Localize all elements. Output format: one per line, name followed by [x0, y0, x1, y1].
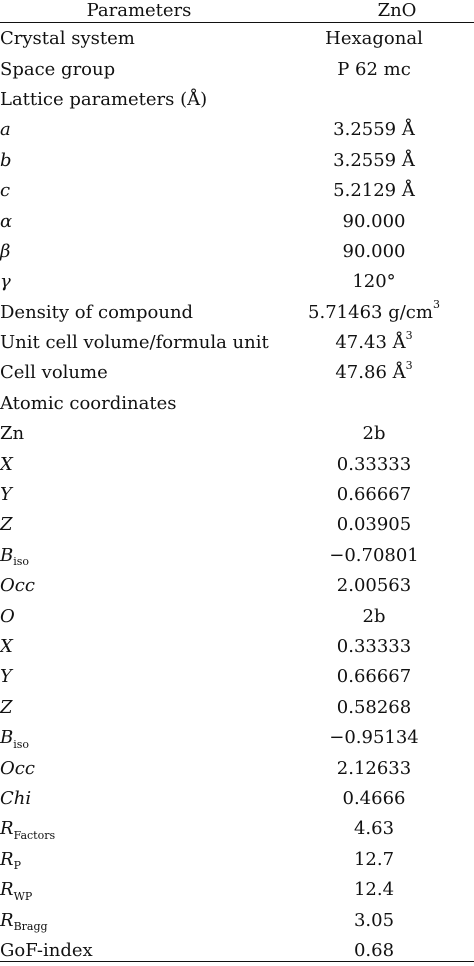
table-row: [0, 54, 474, 84]
label-subscript: Bragg: [13, 920, 48, 934]
row-value: 12.4: [353, 879, 395, 901]
row-value: 0.33333: [336, 636, 412, 657]
value-superscript: 3: [405, 358, 413, 372]
row-label: O: [0, 605, 15, 627]
row-value: 0.68: [353, 939, 395, 961]
label-subscript: iso: [13, 555, 30, 569]
row-value: −0.95134: [329, 727, 419, 749]
row-value: 2b: [362, 605, 386, 627]
table-header-row: [0, 0, 474, 22]
label-base: R: [0, 818, 14, 840]
label-base: R: [0, 879, 14, 901]
label-subscript: Factors: [13, 828, 56, 842]
row-label: [0, 905, 48, 935]
value-base: 47.86 Å: [335, 362, 406, 384]
table-row: [0, 267, 474, 297]
row-value: 0.03905: [336, 514, 412, 536]
value-superscript: 3: [432, 298, 440, 312]
row-value: 0.58268: [336, 696, 412, 718]
row-label: Crystal system: [0, 28, 135, 50]
header-rule: [0, 22, 474, 23]
row-label: b: [0, 149, 12, 171]
header-parameters: Parameters: [86, 0, 192, 21]
table-row: [0, 601, 474, 631]
table-row: [0, 753, 474, 783]
label-base: B: [0, 544, 14, 566]
row-label: Chi: [0, 787, 32, 809]
row-label: [0, 723, 29, 753]
row-value: 2b: [362, 423, 386, 445]
table-row: [0, 328, 474, 358]
table-row: [0, 389, 474, 419]
table-row: [0, 632, 474, 662]
row-value: 5.2129 Å: [333, 180, 415, 202]
row-value: 90.000: [342, 240, 406, 262]
label-subscript: iso: [13, 737, 30, 751]
label-base: R: [0, 848, 14, 870]
row-label: γ: [0, 271, 11, 293]
table-row: [0, 24, 474, 54]
table-row: [0, 358, 474, 388]
row-label: Y: [0, 666, 12, 688]
row-label: [0, 875, 32, 905]
row-label: Occ: [0, 757, 35, 779]
row-value: [274, 328, 474, 358]
table-row: [0, 115, 474, 145]
row-value: 12.7: [353, 848, 395, 870]
row-label: β: [0, 240, 11, 262]
row-value: P 62 mc: [337, 58, 411, 80]
row-value: 0.4666: [342, 787, 406, 809]
row-value: 90.000: [342, 210, 406, 232]
table-row: [0, 571, 474, 601]
row-label: a: [0, 119, 11, 141]
label-subscript: WP: [13, 889, 33, 903]
row-label: Z: [0, 696, 13, 718]
row-label: α: [0, 210, 13, 232]
row-label: Atomic coordinates: [0, 392, 177, 414]
table-row: [0, 541, 474, 571]
row-label: [0, 814, 55, 844]
row-label: Zn: [0, 423, 25, 445]
row-label: Space group: [0, 58, 116, 80]
row-value: 2.00563: [336, 575, 412, 597]
row-label: c: [0, 180, 11, 202]
row-value: 0.66667: [336, 484, 412, 506]
row-value: 120°: [352, 271, 396, 293]
table-row: [0, 693, 474, 723]
table-row: [0, 905, 474, 935]
table-row: [0, 237, 474, 267]
row-label: [0, 541, 29, 571]
header-zno: ZnO: [377, 0, 417, 21]
row-label: X: [0, 636, 13, 657]
value-base: 5.71463 g/cm: [308, 301, 433, 323]
row-value: −0.70801: [329, 544, 419, 566]
table-row: [0, 419, 474, 449]
table-row: [0, 662, 474, 692]
row-label: Y: [0, 484, 12, 506]
row-label: Occ: [0, 575, 35, 597]
row-value: 0.66667: [336, 666, 412, 688]
label-base: R: [0, 909, 14, 931]
row-label: Density of compound: [0, 301, 194, 323]
row-label: [0, 845, 21, 875]
table-row: [0, 85, 474, 115]
row-value: 4.63: [353, 818, 395, 840]
table-row: [0, 845, 474, 875]
row-label: GoF-index: [0, 939, 93, 961]
row-value: [274, 85, 474, 115]
label-base: B: [0, 727, 14, 749]
table-row: [0, 814, 474, 844]
row-value: 0.33333: [336, 453, 412, 475]
row-value: [274, 358, 474, 388]
row-value: 3.2559 Å: [333, 149, 415, 171]
table-row: [0, 298, 474, 328]
table-row: [0, 176, 474, 206]
value-base: 47.43 Å: [335, 332, 406, 354]
table-row: [0, 146, 474, 176]
row-value: [274, 298, 474, 328]
row-label: Cell volume: [0, 362, 108, 384]
row-label: Unit cell volume/formula unit: [0, 332, 269, 354]
row-label: X: [0, 453, 13, 475]
table-row: [0, 206, 474, 236]
row-value: 3.05: [353, 909, 395, 931]
row-value: Hexagonal: [325, 28, 423, 50]
table-row: [0, 875, 474, 905]
table-row: [0, 723, 474, 753]
value-superscript: 3: [405, 328, 413, 342]
row-label: Z: [0, 514, 13, 536]
row-label: Lattice parameters (Å): [0, 88, 208, 110]
row-value: [274, 389, 474, 419]
row-value: 3.2559 Å: [333, 119, 415, 141]
row-value: 2.12633: [336, 757, 412, 779]
label-subscript: P: [13, 859, 21, 873]
table-row: [0, 480, 474, 510]
table-row: [0, 449, 474, 479]
table-row: [0, 784, 474, 814]
table-row: [0, 510, 474, 540]
